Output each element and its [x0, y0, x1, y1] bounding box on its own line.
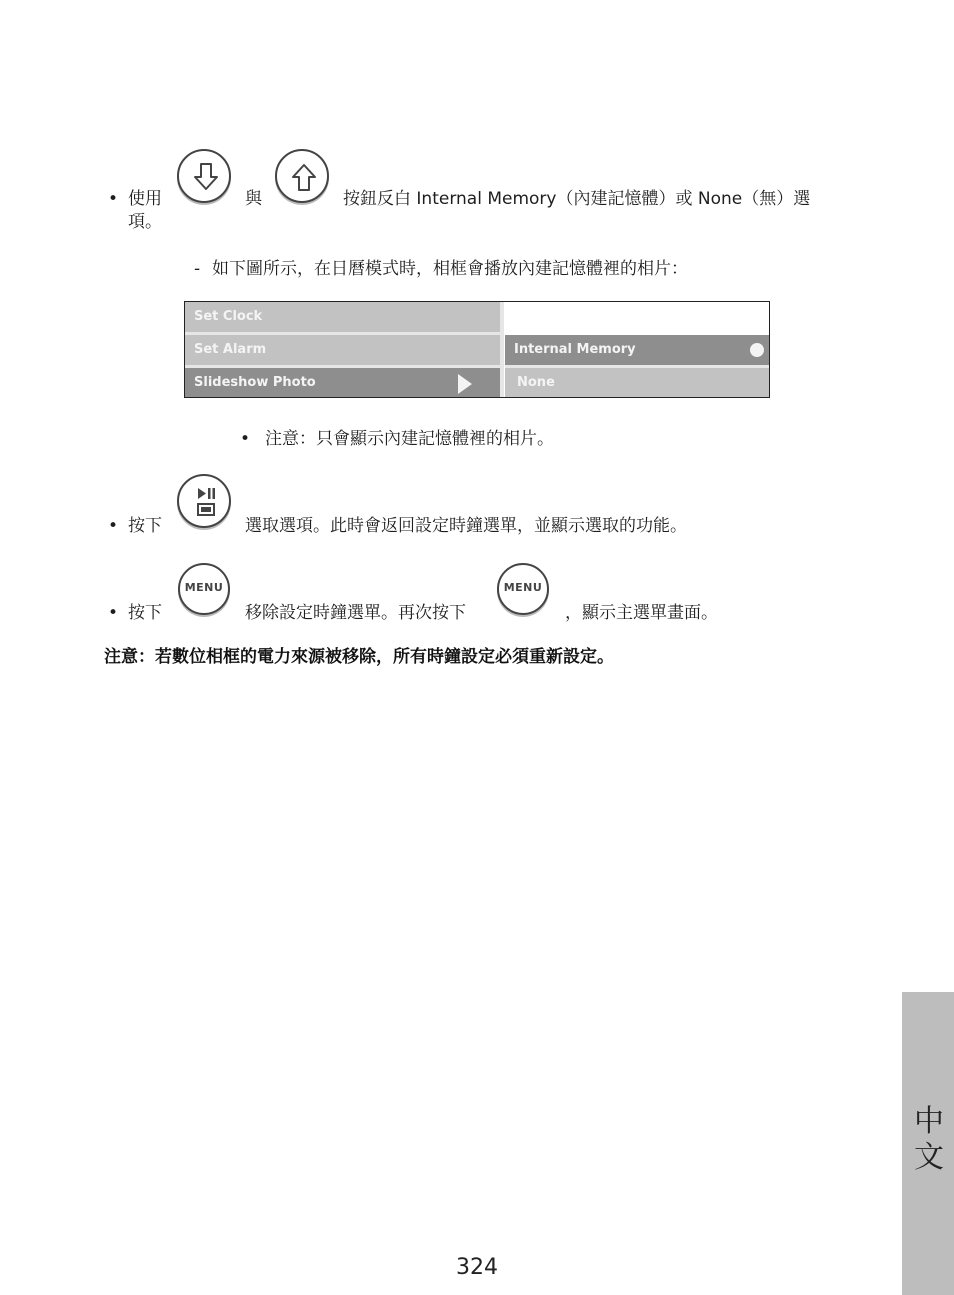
up-arrow-button — [275, 149, 329, 203]
side-tab-label: 中文 — [914, 1104, 944, 1175]
menu-item-label: Set Clock — [194, 309, 263, 324]
up-arrow-icon — [277, 151, 331, 205]
play-pause-ok-button — [177, 474, 231, 528]
bullet-marker: • — [108, 516, 119, 536]
language-side-tab — [902, 992, 954, 1295]
menu-item-label: Set Alarm — [194, 342, 267, 357]
bullet1-and-text: 與 — [245, 189, 262, 209]
bullet1-rest-text: 按鈕反白 Internal Memory（內建記憶體）或 None（無）選 — [343, 189, 811, 209]
submenu-item-none — [505, 368, 770, 398]
down-arrow-icon — [179, 151, 233, 205]
down-arrow-button — [177, 149, 231, 203]
page-number: 324 — [456, 1255, 498, 1280]
bullet3-rest-text: ，顯示主選單畫面。 — [565, 603, 718, 623]
selected-dot-icon — [750, 343, 764, 357]
bullet2-rest-text: 選取選項。此時會返回設定時鐘選單，並顯示選取的功能。 — [245, 516, 687, 536]
note-sub-text: 注意：只會顯示內建記憶體裡的相片。 — [265, 429, 554, 449]
bullet1-wrap-text: 項。 — [128, 212, 162, 232]
bullet3-mid-text: 移除設定時鐘選單。再次按下 — [245, 603, 466, 623]
menu-item-label: Slideshow Photo — [194, 375, 316, 390]
menu-button-label: MENU — [503, 581, 543, 594]
submenu-item-label: None — [517, 375, 555, 390]
menu-item-set-clock — [185, 302, 500, 332]
play-arrow-icon — [456, 373, 474, 395]
sub-item-dash: - — [194, 259, 201, 279]
menu-screenshot — [184, 301, 770, 398]
menu-item-set-alarm — [185, 335, 500, 365]
menu-button-second — [497, 563, 549, 615]
bullet2-press-text: 按下 — [128, 516, 162, 536]
menu-button — [178, 563, 230, 615]
submenu-item-internal-memory — [505, 335, 770, 365]
note-bullet-marker: • — [240, 429, 251, 449]
play-pause-icon — [179, 476, 233, 530]
bullet-marker: • — [108, 603, 119, 623]
submenu-item-label: Internal Memory — [514, 342, 636, 357]
menu-column-divider — [500, 302, 504, 398]
menu-button-label: MENU — [184, 581, 224, 594]
main-note: 注意：若數位相框的電力來源被移除，所有時鐘設定必須重新設定。 — [104, 647, 614, 667]
menu-item-slideshow-photo — [185, 368, 500, 398]
sub-item-text: 如下圖所示，在日曆模式時，相框會播放內建記憶體裡的相片： — [212, 259, 688, 279]
bullet1-use-text: 使用 — [128, 189, 162, 209]
bullet3-press-text: 按下 — [128, 603, 162, 623]
bullet-marker: • — [108, 189, 119, 209]
